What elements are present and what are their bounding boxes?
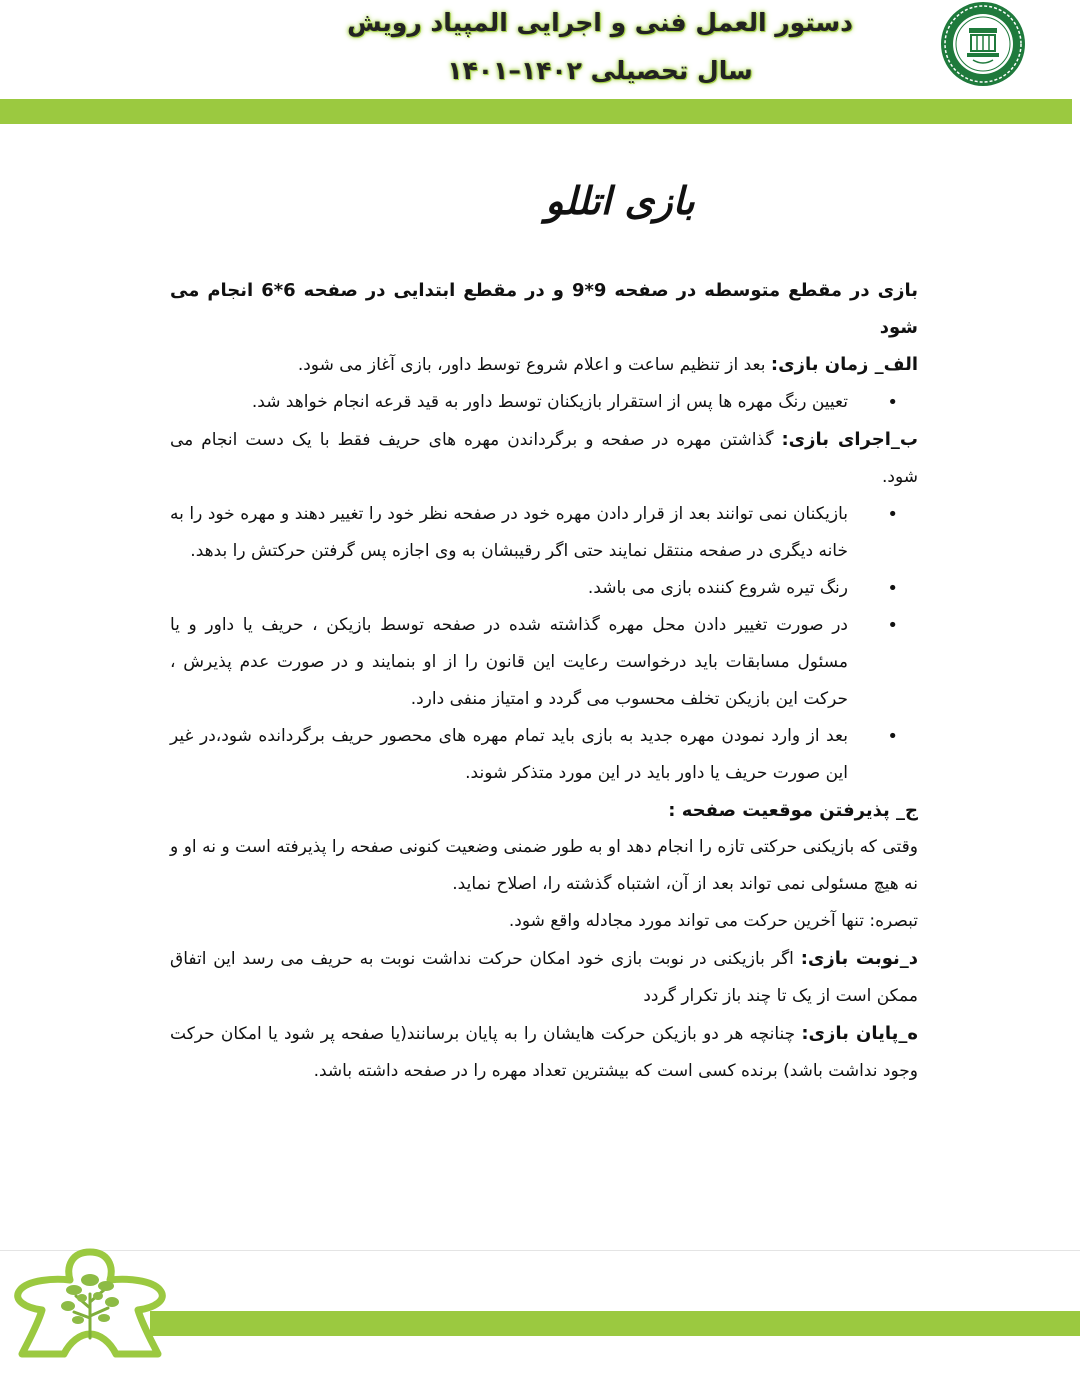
section-d-text: اگر بازیکنی در نوبت بازی خود امکان حرکت نداشت نوبت به حریف می رسد این اتفاق ممکن است از یک تا چند باز تکرار گردد bbox=[170, 949, 918, 1006]
tree-meeple-icon bbox=[8, 1246, 173, 1361]
header-title: دستور العمل فنی و اجرایی المپیاد رویش bbox=[347, 8, 853, 37]
page-header bbox=[0, 0, 1080, 100]
header-green-band bbox=[0, 99, 1072, 124]
list-item: • در صورت تغییر دادن محل مهره گذاشته شده در صفحه توسط بازیکن ، حریف یا داور و یا مسئول مسابقات باید درخواست رعایت این قانون را از او بنمایند و در صورت عدم پذیرش ، حرکت این بازیکن تخلف محسوب می گردد و امتیاز منفی دارد. bbox=[170, 607, 848, 718]
document-title: بازی اتللو bbox=[545, 178, 695, 223]
document-body bbox=[170, 272, 918, 1090]
section-e-heading: ه_پایان بازی: bbox=[801, 1023, 918, 1044]
section-e bbox=[170, 1015, 918, 1090]
section-b-text: گذاشتن مهره در صفحه و برگرداندن مهره های حریف فقط با یک دست انجام می شود. bbox=[170, 430, 918, 487]
header-subtitle: سال تحصیلی ۱۴۰۲–۱۴۰۱ bbox=[447, 56, 753, 85]
section-c-note: تبصره: تنها آخرین حرکت می تواند مورد مجادله واقع شود. bbox=[508, 911, 918, 931]
section-b-bullets bbox=[170, 496, 918, 792]
emblem-seal-icon bbox=[918, 0, 1048, 92]
section-b-heading: ب_اجرای بازی: bbox=[781, 429, 918, 450]
section-d-heading: د_نوبت بازی: bbox=[800, 948, 919, 969]
list-item: • رنگ تیره شروع کننده بازی می باشد. bbox=[170, 570, 848, 607]
section-d bbox=[170, 940, 918, 1015]
footer-green-band bbox=[150, 1311, 1080, 1336]
section-c-text: وقتی که بازیکنی حرکتی تازه را انجام دهد او به طور ضمنی وضعیت کنونی صفحه را پذیرفته است و نه او و نه هیچ مسئولی نمی تواند بعد از آن، اشتباه گذشته را، اصلاح نماید. bbox=[170, 837, 918, 894]
section-e-text: چنانچه هر دو بازیکن حرکت هایشان را به پایان برسانند(یا صفحه پر شود یا امکان حرکت وجود نداشت باشد) برنده کسی است که بیشترین تعداد مهره را در صفحه داشته باشد. bbox=[170, 1024, 918, 1081]
section-a-heading: الف_ زمان بازی: bbox=[770, 354, 918, 375]
section-a-bullets bbox=[170, 384, 918, 421]
section-a-text: بعد از تنظیم ساعت و اعلام شروع توسط داور، بازی آغاز می شود. bbox=[297, 355, 771, 375]
list-item: • بازیکنان نمی توانند بعد از قرار دادن مهره خود در صفحه نظر خود را تغییر دهند و مهره خود را به خانه دیگری در صفحه منتقل نمایند حتی اگر رقیبشان به وی اجازه پس گرفتن حرکتش را بدهد. bbox=[170, 496, 848, 570]
list-item: • تعیین رنگ مهره ها پس از استقرار بازیکنان توسط داور به قید قرعه انجام خواهد شد. bbox=[170, 384, 848, 421]
list-item: • بعد از وارد نمودن مهره جدید به بازی باید تمام مهره های محصور حریف برگردانده شود،در غیر این صورت حریف یا داور باید در این مورد متذکر شوند. bbox=[170, 718, 848, 792]
intro-paragraph: بازی در مقطع متوسطه در صفحه 9*9 و در مقطع ابتدایی در صفحه 6*6 انجام می شود bbox=[170, 280, 918, 338]
section-c-heading: ج_ پذیرفتن موقعیت صفحه : bbox=[668, 800, 918, 821]
section-a bbox=[170, 346, 918, 384]
section-b bbox=[170, 421, 918, 496]
